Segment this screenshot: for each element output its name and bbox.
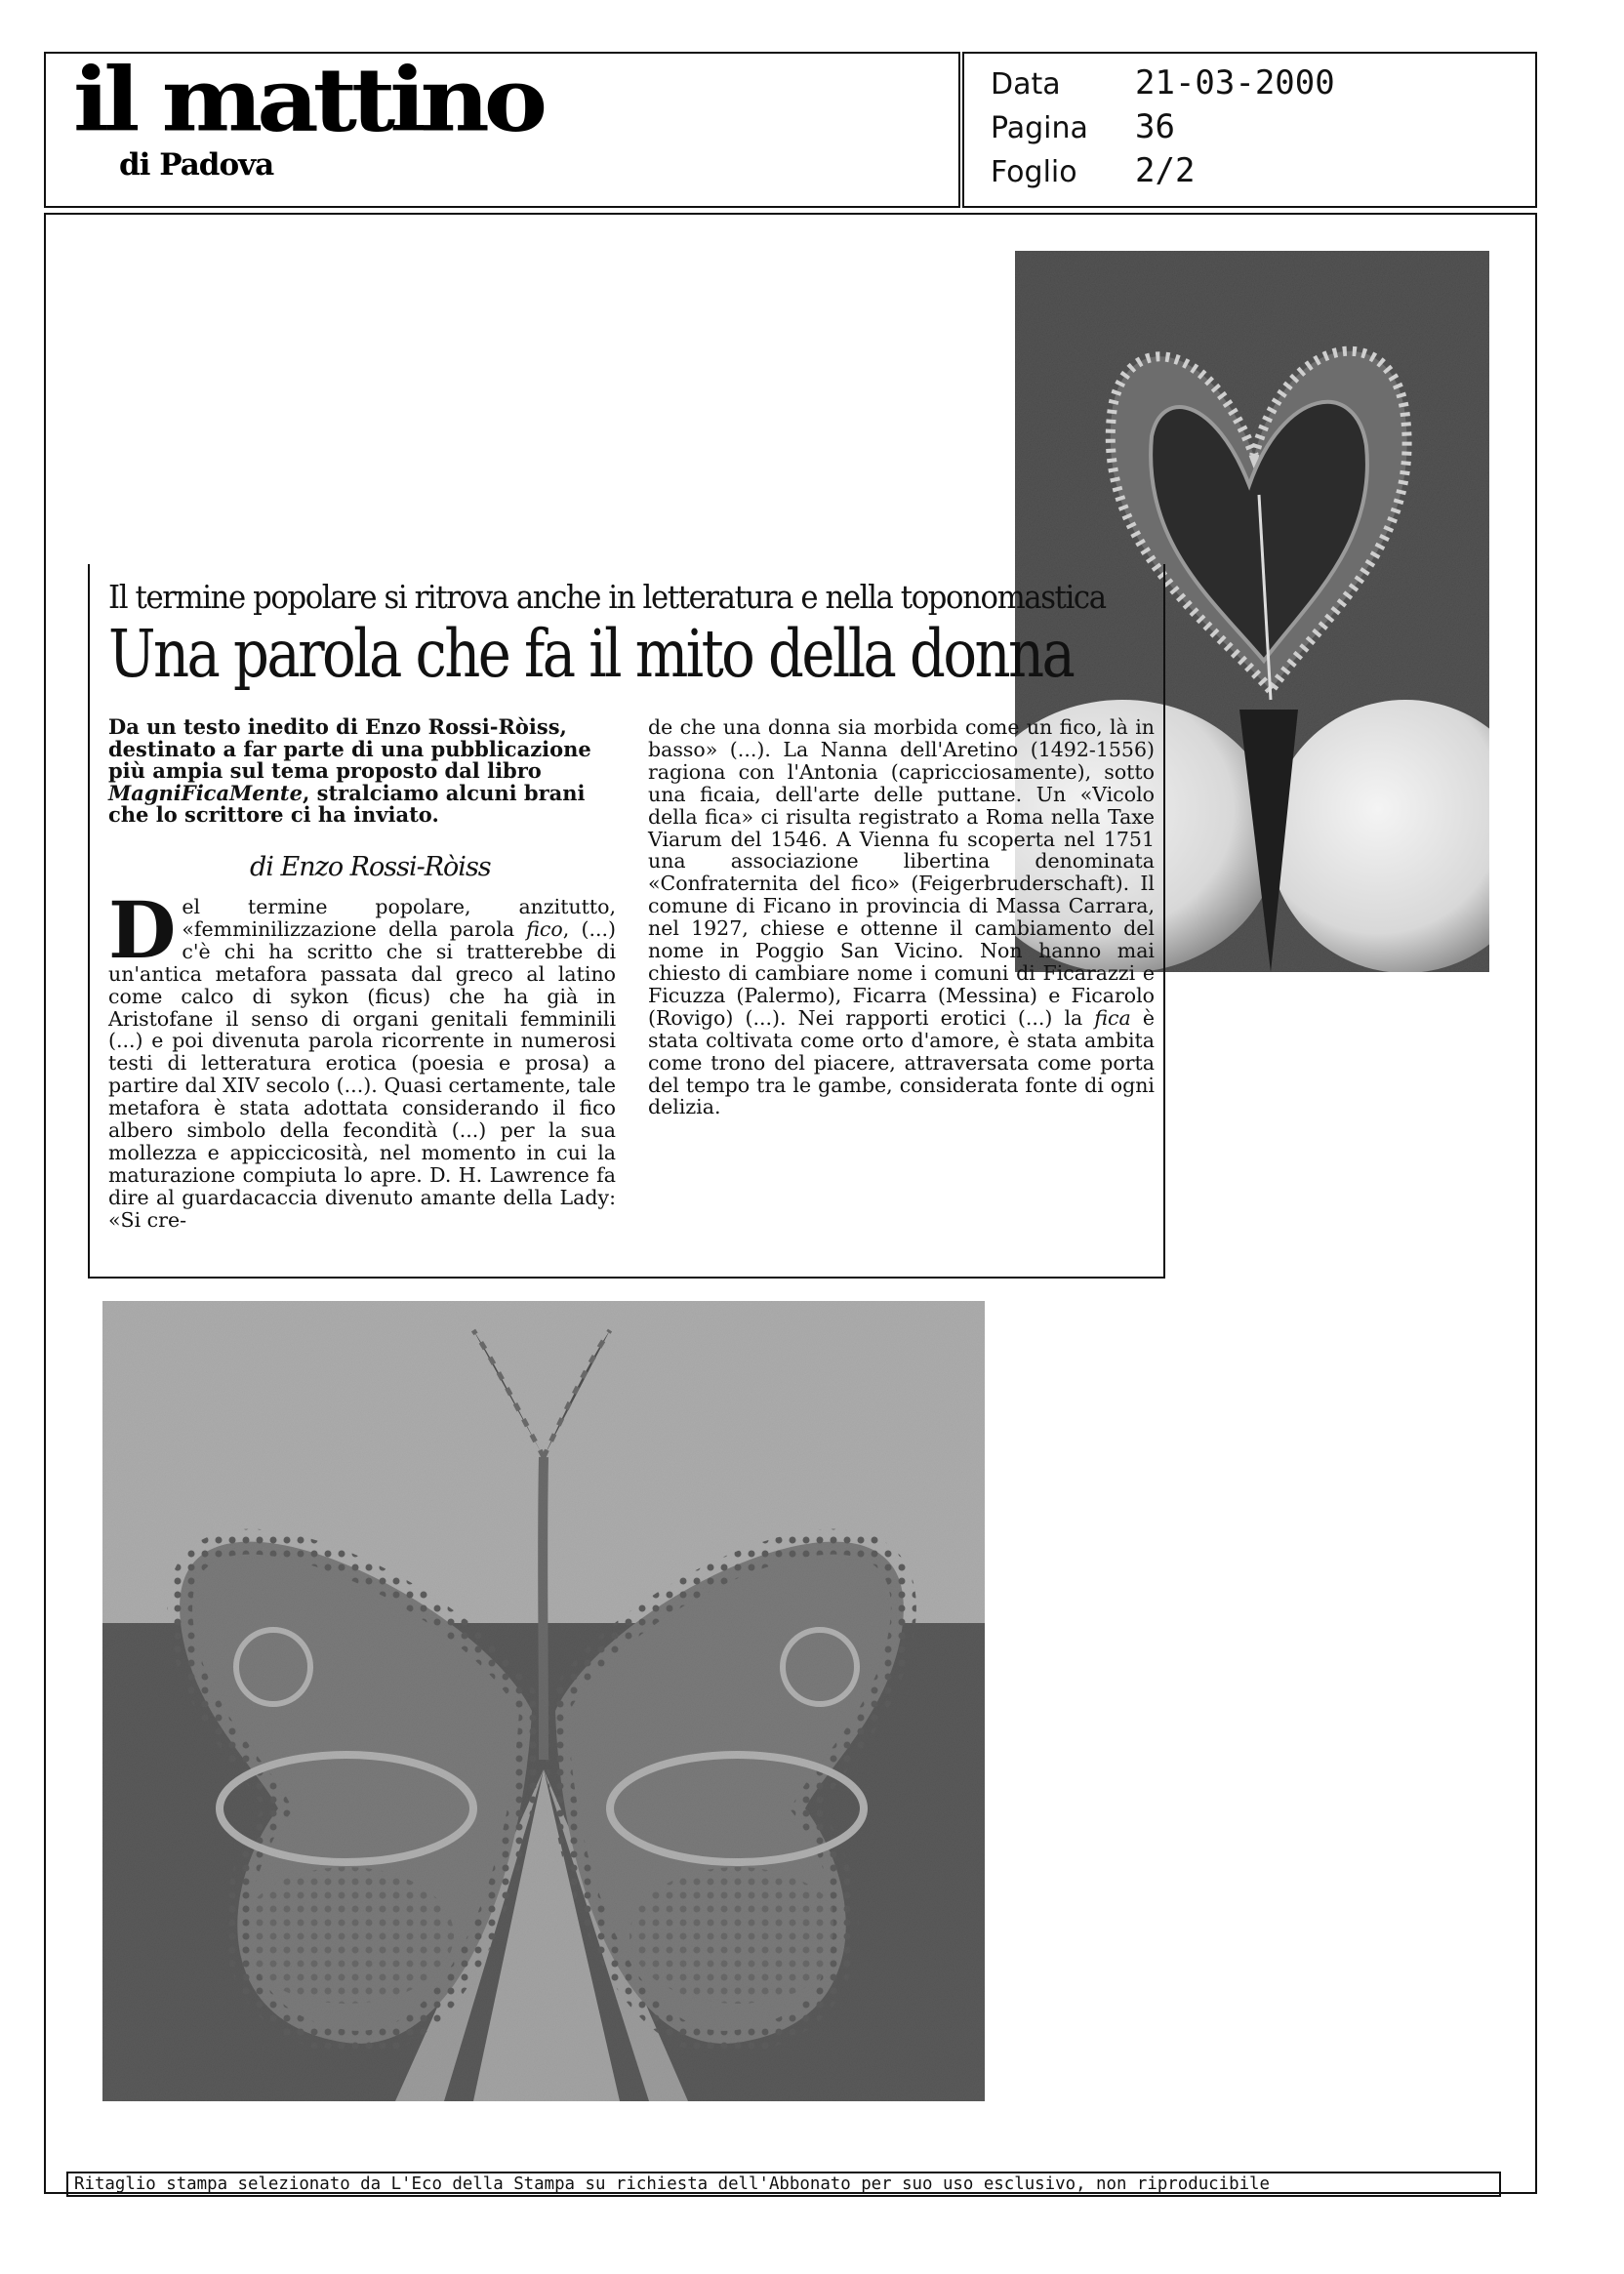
article-kicker: Il termine popolare si ritrova anche in letteratura e nella toponomastica <box>108 578 1106 616</box>
col1-text-2: , (...) c'è chi ha scritto che si tratterebbe di un'antica metafora passata dal greco al latino come calco di sykon (ficus) che ha già in Aristofane il senso di organi genitali femminili (...) e poi divenuta parola ricorrente in numerosi testi di letteratura erotica (poesia e prosa) a partire dal XIV secolo (...). Quasi certamente, tale metafora è stata adottata considerando il fico albero simbolo della fecondità (...) per la sua mollezza e appiccicosità, nel momento in cui la maturazione compiuta lo apre. D. H. Lawrence fa dire al guardacaccia divenuto amante della Lady: «Si cre- <box>108 916 617 1232</box>
col2-text-2: è stata coltivata come orto d'amore, è stata ambita come trono del piacere, attraversata come porta del tempo tra le gambe, considerata fonte di ogni delizia. <box>648 1005 1155 1119</box>
artwork-photo-bottom <box>102 1301 985 2101</box>
masthead-title: il mattino <box>73 48 543 152</box>
article-column-1 <box>108 884 617 1232</box>
lead-text-1: Da un testo inedito di Enzo Rossi-Ròiss, destinato a far parte di una pubblicazione più ampia sul tema proposto dal libro <box>108 714 591 783</box>
drop-cap: D <box>108 884 177 976</box>
date-label: Data <box>991 67 1061 102</box>
article-byline: di Enzo Rossi-Ròiss <box>250 852 491 882</box>
article-column-2 <box>648 716 1155 1118</box>
lead-book-title: MagniFicaMente <box>108 780 303 805</box>
masthead-subtitle: di Padova <box>119 147 274 183</box>
article-lead <box>108 716 616 827</box>
sheet-value: 2/2 <box>1135 151 1196 190</box>
sheet-label: Foglio <box>991 155 1077 189</box>
page-value: 36 <box>1135 107 1175 146</box>
page-label: Pagina <box>991 111 1088 145</box>
col1-text-1: el termine popolare, anzitutto, «femminilizzazione della parola <box>182 895 616 941</box>
col1-italic-word: fico <box>526 916 563 941</box>
lead-text-2: , stralciamo alcuni brani che lo scrittore ci ha inviato. <box>108 780 586 827</box>
date-value: 21-03-2000 <box>1135 63 1335 102</box>
clipping-footer: Ritaglio stampa selezionato da L'Eco della Stampa su richiesta dell'Abbonato per suo uso esclusivo, non riproducibile <box>66 2172 1501 2197</box>
col2-text-1: de che una donna sia morbida come un fico, là in basso» (...). La Nanna dell'Aretino (1492-1556) ragiona con l'Antonia (capricciosamente), sotto una ficaia, dell'arte delle puttane. Un «Vicolo della fica» ci risulta registrato a Roma nella Taxe Viarum del 1546. A Vienna fu scoperta nel 1751 una associazione libertina denominata «Confraternita del fico» (Feigerbruderschaft). Il comune di Ficano in provincia di Massa Carrara, nel 1927, chiese e ottenne il cambiamento del nome in Poggio San Vicino. Non hanno mai chiesto di cambiare nome i comuni di Ficarazzi e Ficuzza (Palermo), Ficarra (Messina) e Ficarolo (Rovigo) (...). Nei rapporti erotici (...) la <box>648 715 1155 1030</box>
col2-italic-word: fica <box>1094 1005 1131 1030</box>
article-headline: Una parola che fa il mito della donna <box>108 616 1074 692</box>
